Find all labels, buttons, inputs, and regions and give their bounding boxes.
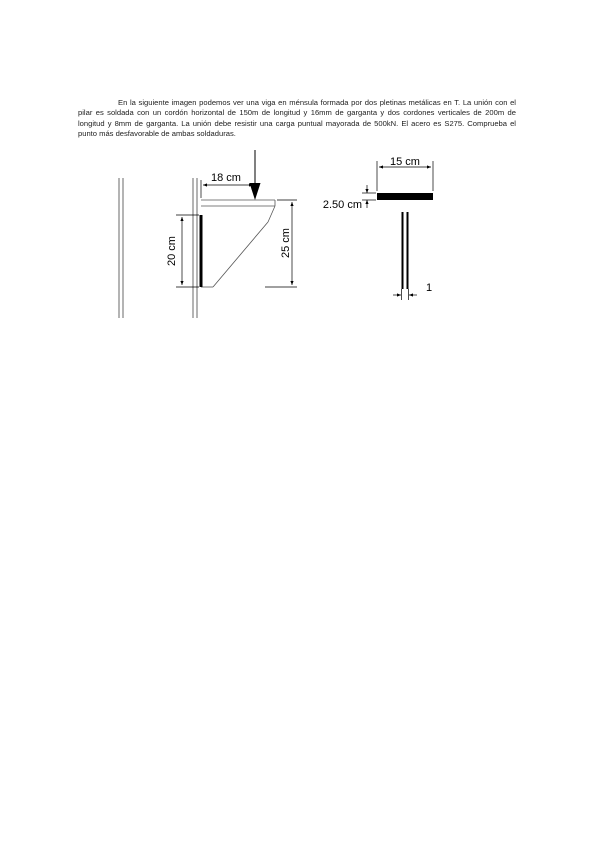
column-lines xyxy=(119,178,197,318)
dim-label-18cm: 18 cm xyxy=(211,172,241,184)
dim-label-1: 1 xyxy=(426,282,433,294)
dim-label-15cm: 15 cm xyxy=(390,156,420,168)
bracket-outline xyxy=(201,200,275,287)
t-section-web xyxy=(402,212,409,289)
dimension-20cm xyxy=(176,215,199,287)
problem-statement: En la siguiente imagen podemos ver una viga en ménsula formada por dos pletinas metálicas en T. La unión con el pilar es soldada con un cordón horizontal de 150m de longitud y 16mm de garganta y dos cordones verticales de 200m de longitud y 8mm de garganta. La unión debe resistir una carga puntual mayorada de 500kN. El acero es S275. Comprueba el punto más desfavorable de ambas soldaduras. xyxy=(78,97,516,139)
dim-label-25cm: 25 cm xyxy=(280,228,292,258)
load-arrow xyxy=(250,150,261,200)
dimension-2-50cm xyxy=(362,185,376,208)
dimension-web-thickness xyxy=(393,289,417,300)
t-section-flange xyxy=(377,193,433,200)
dim-label-2-50cm: 2.50 cm xyxy=(322,199,362,211)
dim-label-20cm: 20 cm xyxy=(166,236,178,266)
